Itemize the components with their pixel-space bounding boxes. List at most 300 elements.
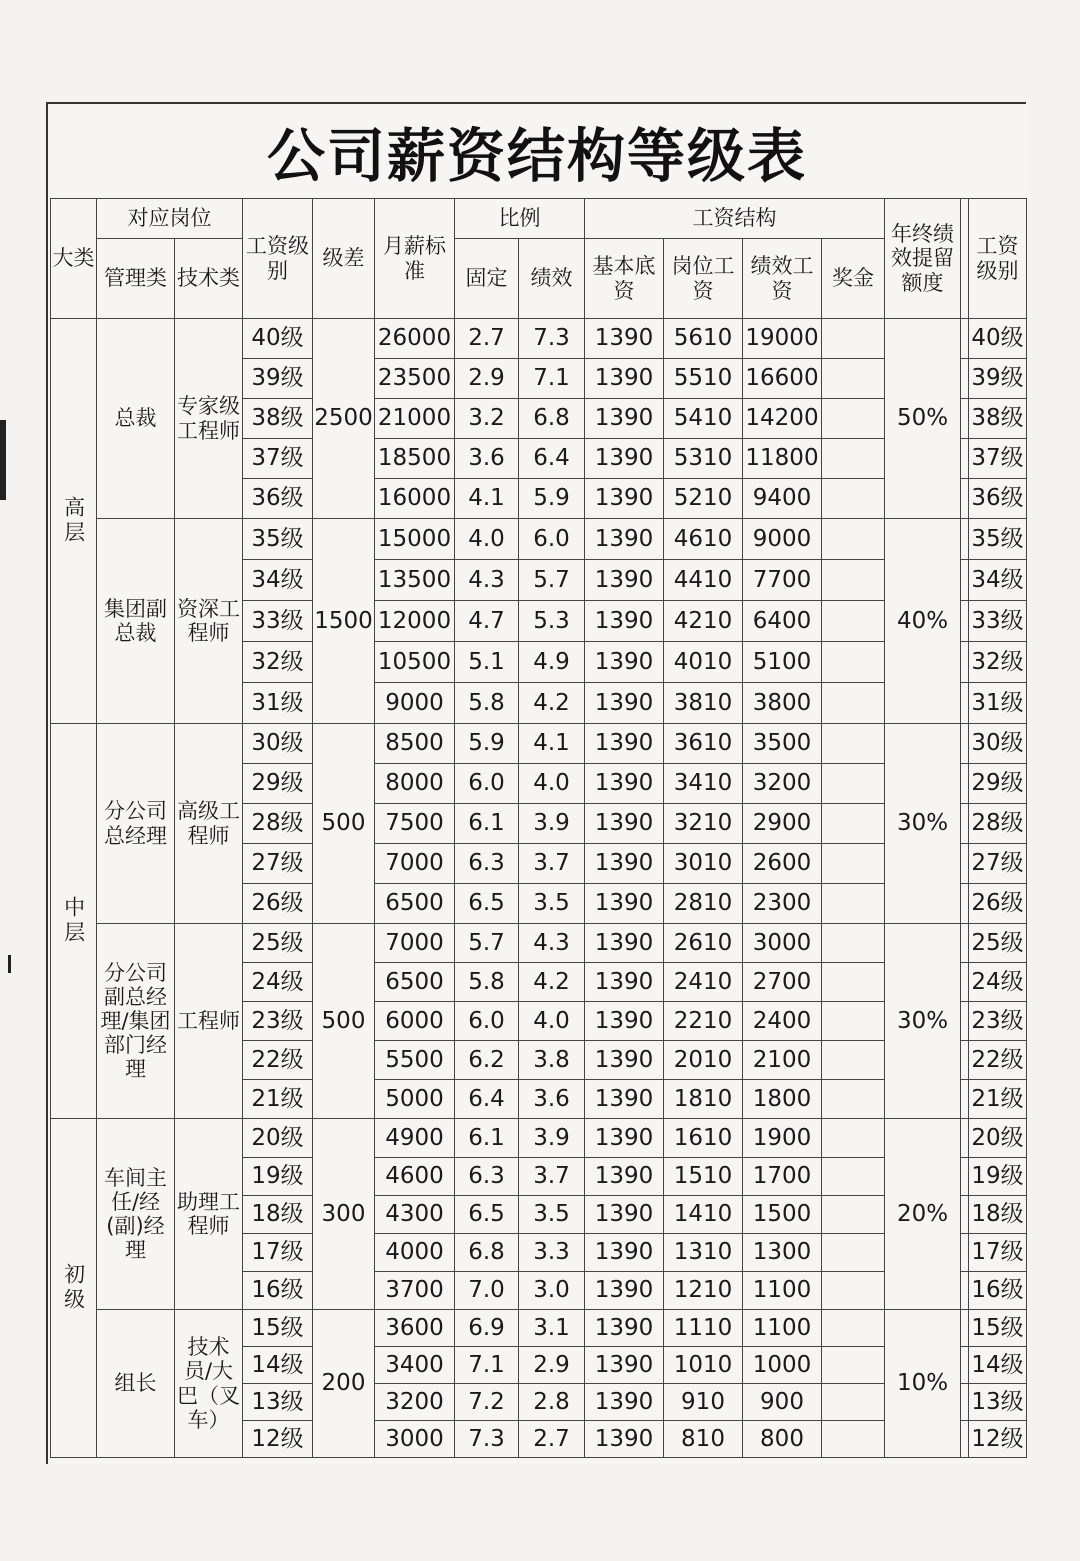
base-pay-cell: 1390 [585, 884, 664, 924]
grade-cell: 18级 [243, 1196, 313, 1234]
perf-pay-cell: 900 [743, 1384, 822, 1421]
bonus-cell [822, 439, 885, 479]
monthly-cell: 6500 [375, 963, 455, 1002]
perf-pay-cell: 2300 [743, 884, 822, 924]
grade-cell-right: 24级 [969, 963, 1027, 1002]
column-gap [961, 1310, 969, 1347]
monthly-cell: 18500 [375, 439, 455, 479]
grade-cell-right: 33级 [969, 601, 1027, 642]
post-pay-cell: 2010 [664, 1041, 743, 1080]
post-pay-cell: 4410 [664, 560, 743, 601]
fixed-ratio-cell: 6.5 [455, 1196, 519, 1234]
base-pay-cell: 1390 [585, 804, 664, 844]
monthly-cell: 3600 [375, 1310, 455, 1347]
post-pay-cell: 910 [664, 1384, 743, 1421]
base-pay-cell: 1390 [585, 683, 664, 724]
grade-cell-right: 26级 [969, 884, 1027, 924]
post-pay-cell: 5410 [664, 399, 743, 439]
monthly-cell: 3400 [375, 1347, 455, 1384]
post-pay-cell: 1410 [664, 1196, 743, 1234]
perf-pay-cell: 19000 [743, 319, 822, 359]
bonus-cell [822, 844, 885, 884]
base-pay-cell: 1390 [585, 1421, 664, 1458]
base-pay-cell: 1390 [585, 1158, 664, 1196]
monthly-cell: 23500 [375, 359, 455, 399]
perf-ratio-cell: 5.3 [519, 601, 585, 642]
grade-cell: 12级 [243, 1421, 313, 1458]
post-pay-cell: 3010 [664, 844, 743, 884]
perf-ratio-cell: 2.7 [519, 1421, 585, 1458]
grade-cell-right: 15级 [969, 1310, 1027, 1347]
base-pay-cell: 1390 [585, 1272, 664, 1310]
grade-cell-right: 27级 [969, 844, 1027, 884]
post-pay-cell: 2410 [664, 963, 743, 1002]
column-gap [961, 844, 969, 884]
perf-ratio-cell: 4.3 [519, 924, 585, 963]
base-pay-cell: 1390 [585, 1234, 664, 1272]
monthly-cell: 9000 [375, 683, 455, 724]
grade-cell: 31级 [243, 683, 313, 724]
grade-cell: 29级 [243, 764, 313, 804]
perf-pay-cell: 9000 [743, 519, 822, 560]
header-grade-right: 工资级别 [969, 199, 1027, 319]
grade-cell: 14级 [243, 1347, 313, 1384]
column-gap [961, 1196, 969, 1234]
grade-cell-right: 36级 [969, 479, 1027, 519]
bonus-cell [822, 1421, 885, 1458]
perf-ratio-cell: 6.0 [519, 519, 585, 560]
column-gap [961, 963, 969, 1002]
fixed-ratio-cell: 6.2 [455, 1041, 519, 1080]
grade-cell-right: 13级 [969, 1384, 1027, 1421]
perf-pay-cell: 3800 [743, 683, 822, 724]
fixed-ratio-cell: 4.1 [455, 479, 519, 519]
header-bonus: 奖金 [822, 239, 885, 319]
perf-ratio-cell: 4.1 [519, 724, 585, 764]
grade-cell: 39级 [243, 359, 313, 399]
perf-pay-cell: 1900 [743, 1119, 822, 1158]
fixed-ratio-cell: 5.8 [455, 683, 519, 724]
bonus-cell [822, 479, 885, 519]
column-gap [961, 1119, 969, 1158]
perf-ratio-cell: 4.9 [519, 642, 585, 683]
base-pay-cell: 1390 [585, 1119, 664, 1158]
step-cell: 200 [313, 1310, 375, 1458]
header-monthly: 月薪标准 [375, 199, 455, 319]
base-pay-cell: 1390 [585, 1347, 664, 1384]
tech-position-cell: 专家级工程师 [175, 319, 243, 519]
grade-cell: 22级 [243, 1041, 313, 1080]
perf-pay-cell: 1100 [743, 1310, 822, 1347]
base-pay-cell: 1390 [585, 844, 664, 884]
bonus-cell [822, 764, 885, 804]
grade-cell-right: 19级 [969, 1158, 1027, 1196]
fixed-ratio-cell: 5.9 [455, 724, 519, 764]
bonus-cell [822, 359, 885, 399]
bonus-cell [822, 1002, 885, 1041]
grade-cell: 17级 [243, 1234, 313, 1272]
base-pay-cell: 1390 [585, 601, 664, 642]
header-tech: 技术类 [175, 239, 243, 319]
base-pay-cell: 1390 [585, 1196, 664, 1234]
step-cell: 500 [313, 924, 375, 1119]
fixed-ratio-cell: 6.0 [455, 764, 519, 804]
grade-cell-right: 40级 [969, 319, 1027, 359]
post-pay-cell: 5610 [664, 319, 743, 359]
column-gap [961, 519, 969, 560]
bonus-cell [822, 1347, 885, 1384]
tech-position-cell: 工程师 [175, 924, 243, 1119]
bonus-cell [822, 1158, 885, 1196]
fixed-ratio-cell: 4.3 [455, 560, 519, 601]
perf-pay-cell: 7700 [743, 560, 822, 601]
base-pay-cell: 1390 [585, 764, 664, 804]
fixed-ratio-cell: 3.6 [455, 439, 519, 479]
grade-cell: 25级 [243, 924, 313, 963]
monthly-cell: 3000 [375, 1421, 455, 1458]
column-gap [961, 601, 969, 642]
bonus-cell [822, 601, 885, 642]
grade-cell: 30级 [243, 724, 313, 764]
monthly-cell: 13500 [375, 560, 455, 601]
monthly-cell: 3700 [375, 1272, 455, 1310]
grade-cell: 20级 [243, 1119, 313, 1158]
header-post: 岗位工资 [664, 239, 743, 319]
grade-cell-right: 23级 [969, 1002, 1027, 1041]
monthly-cell: 5000 [375, 1080, 455, 1119]
year-end-cell: 30% [885, 924, 961, 1119]
grade-cell-right: 12级 [969, 1421, 1027, 1458]
perf-ratio-cell: 4.0 [519, 1002, 585, 1041]
grade-cell-right: 31级 [969, 683, 1027, 724]
post-pay-cell: 2210 [664, 1002, 743, 1041]
year-end-cell: 50% [885, 319, 961, 519]
base-pay-cell: 1390 [585, 519, 664, 560]
grade-cell: 28级 [243, 804, 313, 844]
grade-cell-right: 22级 [969, 1041, 1027, 1080]
grade-cell: 36级 [243, 479, 313, 519]
fixed-ratio-cell: 6.5 [455, 884, 519, 924]
grade-cell: 19级 [243, 1158, 313, 1196]
perf-ratio-cell: 3.1 [519, 1310, 585, 1347]
column-gap [961, 560, 969, 601]
column-gap [961, 1347, 969, 1384]
perf-ratio-cell: 3.3 [519, 1234, 585, 1272]
monthly-cell: 5500 [375, 1041, 455, 1080]
grade-cell: 40级 [243, 319, 313, 359]
perf-ratio-cell: 3.7 [519, 844, 585, 884]
column-gap [961, 1384, 969, 1421]
monthly-cell: 10500 [375, 642, 455, 683]
bonus-cell [822, 924, 885, 963]
mgmt-position-cell: 分公司总经理 [97, 724, 175, 924]
grade-cell-right: 37级 [969, 439, 1027, 479]
bonus-cell [822, 519, 885, 560]
grade-cell: 15级 [243, 1310, 313, 1347]
bonus-cell [822, 1041, 885, 1080]
column-gap [961, 1080, 969, 1119]
base-pay-cell: 1390 [585, 359, 664, 399]
grade-cell: 24级 [243, 963, 313, 1002]
post-pay-cell: 2810 [664, 884, 743, 924]
bonus-cell [822, 884, 885, 924]
grade-cell-right: 21级 [969, 1080, 1027, 1119]
perf-ratio-cell: 3.6 [519, 1080, 585, 1119]
base-pay-cell: 1390 [585, 1310, 664, 1347]
fixed-ratio-cell: 2.7 [455, 319, 519, 359]
header-grade: 工资级别 [243, 199, 313, 319]
perf-pay-cell: 14200 [743, 399, 822, 439]
base-pay-cell: 1390 [585, 924, 664, 963]
perf-ratio-cell: 2.9 [519, 1347, 585, 1384]
perf-ratio-cell: 3.5 [519, 884, 585, 924]
monthly-cell: 7000 [375, 844, 455, 884]
perf-pay-cell: 6400 [743, 601, 822, 642]
column-gap [961, 1272, 969, 1310]
monthly-cell: 6500 [375, 884, 455, 924]
column-gap [961, 319, 969, 359]
bonus-cell [822, 642, 885, 683]
base-pay-cell: 1390 [585, 1080, 664, 1119]
fixed-ratio-cell: 5.7 [455, 924, 519, 963]
fixed-ratio-cell: 4.7 [455, 601, 519, 642]
grade-cell: 34级 [243, 560, 313, 601]
perf-ratio-cell: 4.2 [519, 683, 585, 724]
header-category: 大类 [51, 199, 97, 319]
bonus-cell [822, 319, 885, 359]
monthly-cell: 3200 [375, 1384, 455, 1421]
perf-ratio-cell: 7.3 [519, 319, 585, 359]
grade-cell: 13级 [243, 1384, 313, 1421]
post-pay-cell: 3810 [664, 683, 743, 724]
post-pay-cell: 1810 [664, 1080, 743, 1119]
bonus-cell [822, 1196, 885, 1234]
page-title: 公司薪资结构等级表 [266, 122, 807, 190]
post-pay-cell: 1210 [664, 1272, 743, 1310]
tech-position-cell: 资深工程师 [175, 519, 243, 724]
perf-pay-cell: 1700 [743, 1158, 822, 1196]
post-pay-cell: 1510 [664, 1158, 743, 1196]
mgmt-position-cell: 总裁 [97, 319, 175, 519]
perf-pay-cell: 2600 [743, 844, 822, 884]
column-gap [961, 804, 969, 844]
fixed-ratio-cell: 7.0 [455, 1272, 519, 1310]
post-pay-cell: 5310 [664, 439, 743, 479]
column-gap [961, 924, 969, 963]
bonus-cell [822, 560, 885, 601]
header-position: 对应岗位 [97, 199, 243, 239]
perf-ratio-cell: 6.4 [519, 439, 585, 479]
monthly-cell: 4900 [375, 1119, 455, 1158]
tech-position-cell: 助理工程师 [175, 1119, 243, 1310]
fixed-ratio-cell: 6.0 [455, 1002, 519, 1041]
perf-pay-cell: 11800 [743, 439, 822, 479]
table-row [51, 319, 1027, 359]
table-row [51, 724, 1027, 764]
category-cell: 高层 [51, 319, 97, 724]
post-pay-cell: 1310 [664, 1234, 743, 1272]
fixed-ratio-cell: 6.4 [455, 1080, 519, 1119]
column-gap [961, 1002, 969, 1041]
grade-cell-right: 29级 [969, 764, 1027, 804]
perf-pay-cell: 800 [743, 1421, 822, 1458]
header-step: 级差 [313, 199, 375, 319]
post-pay-cell: 1610 [664, 1119, 743, 1158]
base-pay-cell: 1390 [585, 963, 664, 1002]
grade-cell-right: 14级 [969, 1347, 1027, 1384]
column-gap [961, 1234, 969, 1272]
grade-cell-right: 35级 [969, 519, 1027, 560]
column-gap [961, 399, 969, 439]
perf-ratio-cell: 3.5 [519, 1196, 585, 1234]
bonus-cell [822, 804, 885, 844]
bonus-cell [822, 724, 885, 764]
perf-ratio-cell: 3.9 [519, 1119, 585, 1158]
header-row-1 [51, 199, 1027, 239]
post-pay-cell: 810 [664, 1421, 743, 1458]
grade-cell: 33级 [243, 601, 313, 642]
column-gap [961, 359, 969, 399]
monthly-cell: 7000 [375, 924, 455, 963]
bonus-cell [822, 1080, 885, 1119]
perf-pay-cell: 2100 [743, 1041, 822, 1080]
header-fixed: 固定 [455, 239, 519, 319]
perf-pay-cell: 16600 [743, 359, 822, 399]
grade-cell: 37级 [243, 439, 313, 479]
fixed-ratio-cell: 6.3 [455, 1158, 519, 1196]
post-pay-cell: 1010 [664, 1347, 743, 1384]
post-pay-cell: 4610 [664, 519, 743, 560]
year-end-cell: 30% [885, 724, 961, 924]
column-gap [961, 642, 969, 683]
grade-cell: 32级 [243, 642, 313, 683]
base-pay-cell: 1390 [585, 560, 664, 601]
grade-cell-right: 16级 [969, 1272, 1027, 1310]
perf-pay-cell: 1100 [743, 1272, 822, 1310]
grade-cell: 27级 [243, 844, 313, 884]
grade-cell: 21级 [243, 1080, 313, 1119]
header-ratio: 比例 [455, 199, 585, 239]
grade-cell-right: 34级 [969, 560, 1027, 601]
post-pay-cell: 2610 [664, 924, 743, 963]
monthly-cell: 4600 [375, 1158, 455, 1196]
fixed-ratio-cell: 5.8 [455, 963, 519, 1002]
monthly-cell: 4300 [375, 1196, 455, 1234]
bonus-cell [822, 1384, 885, 1421]
salary-table [50, 198, 1027, 1458]
base-pay-cell: 1390 [585, 399, 664, 439]
mgmt-position-cell: 组长 [97, 1310, 175, 1458]
header-row-2 [51, 239, 1027, 319]
fixed-ratio-cell: 7.3 [455, 1421, 519, 1458]
fixed-ratio-cell: 6.3 [455, 844, 519, 884]
perf-ratio-cell: 7.1 [519, 359, 585, 399]
monthly-cell: 7500 [375, 804, 455, 844]
perf-ratio-cell: 3.8 [519, 1041, 585, 1080]
bonus-cell [822, 1310, 885, 1347]
step-cell: 1500 [313, 519, 375, 724]
bonus-cell [822, 1119, 885, 1158]
fixed-ratio-cell: 7.2 [455, 1384, 519, 1421]
perf-pay-cell: 5100 [743, 642, 822, 683]
category-cell: 中层 [51, 724, 97, 1119]
perf-pay-cell: 9400 [743, 479, 822, 519]
header-mgmt: 管理类 [97, 239, 175, 319]
perf-ratio-cell: 4.0 [519, 764, 585, 804]
column-gap [961, 724, 969, 764]
column-gap [961, 683, 969, 724]
tech-position-cell: 高级工程师 [175, 724, 243, 924]
bonus-cell [822, 683, 885, 724]
base-pay-cell: 1390 [585, 1002, 664, 1041]
scan-edge-mark [8, 955, 11, 973]
step-cell: 500 [313, 724, 375, 924]
perf-pay-cell: 1800 [743, 1080, 822, 1119]
column-gap [961, 764, 969, 804]
table-row [51, 1310, 1027, 1347]
post-pay-cell: 3610 [664, 724, 743, 764]
monthly-cell: 12000 [375, 601, 455, 642]
column-gap [961, 1421, 969, 1458]
step-cell: 2500 [313, 319, 375, 519]
fixed-ratio-cell: 2.9 [455, 359, 519, 399]
perf-ratio-cell: 3.9 [519, 804, 585, 844]
tech-position-cell: 技术员/大巴（叉车） [175, 1310, 243, 1458]
grade-cell-right: 20级 [969, 1119, 1027, 1158]
fixed-ratio-cell: 6.1 [455, 1119, 519, 1158]
grade-cell-right: 17级 [969, 1234, 1027, 1272]
header-perf: 绩效 [519, 239, 585, 319]
fixed-ratio-cell: 6.9 [455, 1310, 519, 1347]
table-row [51, 924, 1027, 963]
column-gap [961, 439, 969, 479]
fixed-ratio-cell: 6.1 [455, 804, 519, 844]
post-pay-cell: 5210 [664, 479, 743, 519]
column-gap [961, 884, 969, 924]
post-pay-cell: 1110 [664, 1310, 743, 1347]
perf-ratio-cell: 2.8 [519, 1384, 585, 1421]
post-pay-cell: 5510 [664, 359, 743, 399]
grade-cell: 35级 [243, 519, 313, 560]
grade-cell: 26级 [243, 884, 313, 924]
column-gap [961, 1041, 969, 1080]
bonus-cell [822, 1234, 885, 1272]
column-gap [961, 1158, 969, 1196]
salary-sheet [46, 102, 1026, 1464]
monthly-cell: 8000 [375, 764, 455, 804]
bonus-cell [822, 963, 885, 1002]
year-end-cell: 20% [885, 1119, 961, 1310]
monthly-cell: 15000 [375, 519, 455, 560]
mgmt-position-cell: 集团副总裁 [97, 519, 175, 724]
fixed-ratio-cell: 4.0 [455, 519, 519, 560]
bonus-cell [822, 399, 885, 439]
monthly-cell: 8500 [375, 724, 455, 764]
perf-ratio-cell: 5.7 [519, 560, 585, 601]
perf-ratio-cell: 4.2 [519, 963, 585, 1002]
perf-pay-cell: 1500 [743, 1196, 822, 1234]
grade-cell-right: 18级 [969, 1196, 1027, 1234]
base-pay-cell: 1390 [585, 1041, 664, 1080]
year-end-cell: 10% [885, 1310, 961, 1458]
mgmt-position-cell: 车间主任/经(副)经理 [97, 1119, 175, 1310]
monthly-cell: 26000 [375, 319, 455, 359]
perf-ratio-cell: 3.0 [519, 1272, 585, 1310]
base-pay-cell: 1390 [585, 642, 664, 683]
base-pay-cell: 1390 [585, 724, 664, 764]
perf-ratio-cell: 3.7 [519, 1158, 585, 1196]
table-row [51, 519, 1027, 560]
